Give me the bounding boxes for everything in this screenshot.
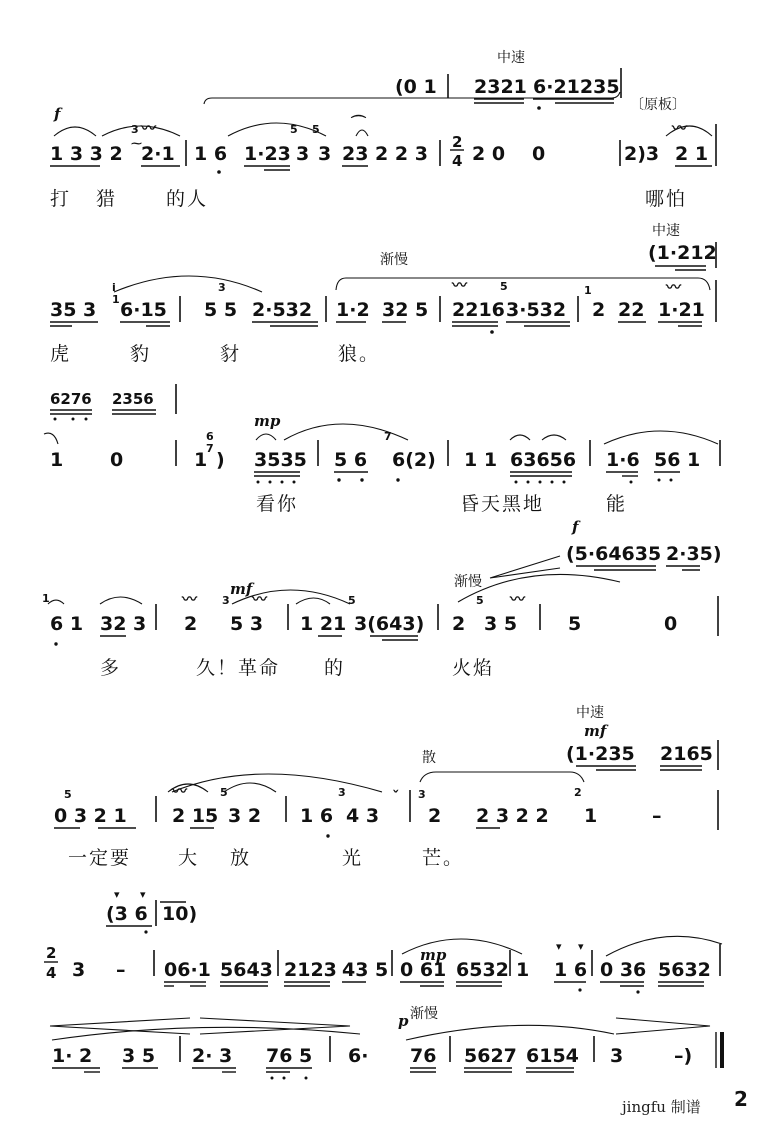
svg-text:(1·212: (1·212 xyxy=(648,242,717,264)
svg-text:–): –) xyxy=(674,1045,693,1067)
svg-text:1·23: 1·23 xyxy=(244,143,291,165)
svg-text:3 5: 3 5 xyxy=(122,1045,156,1067)
svg-text:3: 3 xyxy=(418,788,426,801)
tempo-mark: 渐慢 xyxy=(380,252,408,268)
svg-text:▾: ▾ xyxy=(556,940,562,953)
svg-text:1· 2: 1· 2 xyxy=(52,1045,93,1067)
svg-text:–: – xyxy=(116,959,126,981)
svg-text:1: 1 xyxy=(516,959,530,981)
svg-text:10): 10) xyxy=(162,903,198,925)
svg-text:3: 3 xyxy=(318,143,332,165)
svg-text:芒。: 芒。 xyxy=(422,847,465,869)
svg-text:2· 3: 2· 3 xyxy=(192,1045,233,1067)
svg-text:2321: 2321 xyxy=(474,76,527,98)
notes xyxy=(50,430,720,484)
tempo-mark: 中速 xyxy=(576,705,604,721)
svg-text:狼。: 狼。 xyxy=(338,343,381,365)
svg-text:–: – xyxy=(652,805,662,827)
tempo-mark: 渐慢 xyxy=(454,574,482,590)
svg-text:⌒: ⌒ xyxy=(351,114,367,132)
svg-text:0: 0 xyxy=(110,449,124,471)
svg-text:2 0: 2 0 xyxy=(472,143,506,165)
score-line-1 xyxy=(50,49,716,210)
svg-text:5 6: 5 6 xyxy=(334,449,368,471)
svg-text:): ) xyxy=(216,449,225,471)
svg-text:一定要: 一定要 xyxy=(68,847,132,869)
svg-text:0: 0 xyxy=(532,143,546,165)
svg-text:3(643): 3(643) xyxy=(354,613,425,635)
svg-text:〰: 〰 xyxy=(452,276,468,294)
intro-fragment xyxy=(648,242,717,270)
svg-text:2: 2 xyxy=(184,613,198,635)
time-sig-top: 2 xyxy=(452,133,463,151)
svg-text:3: 3 xyxy=(222,594,230,607)
svg-text:76: 76 xyxy=(410,1045,437,1067)
svg-text:2 3 2 2: 2 3 2 2 xyxy=(476,805,549,827)
score-line-6 xyxy=(44,888,722,994)
svg-text:1 6: 1 6 xyxy=(194,143,228,165)
lyrics xyxy=(100,657,494,679)
svg-text:3: 3 xyxy=(218,281,226,294)
svg-text:1·2: 1·2 xyxy=(336,299,370,321)
svg-text:⁓: ⁓ xyxy=(131,137,142,150)
lyrics xyxy=(68,846,464,869)
svg-text:虎: 虎 xyxy=(50,343,72,365)
svg-text:〰: 〰 xyxy=(666,278,682,296)
svg-text:3: 3 xyxy=(296,143,310,165)
svg-text:2216: 2216 xyxy=(452,299,505,321)
notes xyxy=(52,1032,722,1080)
score-line-2 xyxy=(50,222,717,365)
svg-text:2·1: 2·1 xyxy=(141,143,175,165)
svg-text:火焰: 火焰 xyxy=(452,657,495,679)
tempo-mark: 渐慢 xyxy=(410,1006,438,1022)
svg-text:6154: 6154 xyxy=(526,1045,579,1067)
svg-text:〰: 〰 xyxy=(141,119,157,137)
free-rhythm-mark: 散 xyxy=(422,750,436,766)
score-line-7 xyxy=(50,1005,722,1080)
lyrics xyxy=(50,343,380,365)
svg-text:5: 5 xyxy=(312,123,320,136)
score-line-5 xyxy=(54,704,718,869)
svg-text:(0 1: (0 1 xyxy=(395,76,437,98)
svg-text:32 5: 32 5 xyxy=(382,299,429,321)
svg-text:23 2 2 3: 23 2 2 3 xyxy=(342,143,428,165)
svg-text:(5·64635: (5·64635 xyxy=(566,543,662,565)
svg-text:3: 3 xyxy=(610,1045,624,1067)
svg-text:3 2: 3 2 xyxy=(228,805,262,827)
svg-text:6276: 6276 xyxy=(50,390,92,408)
svg-text:3: 3 xyxy=(131,123,139,136)
svg-text:76 5: 76 5 xyxy=(266,1045,313,1067)
meter-mark: 〔原板〕 xyxy=(630,97,686,113)
svg-text:〰: 〰 xyxy=(510,590,526,608)
score-line-4 xyxy=(42,518,722,679)
lyrics xyxy=(256,493,627,515)
svg-text:6(2): 6(2) xyxy=(392,449,436,471)
dynamic-mark: mp xyxy=(420,946,447,964)
svg-text:1: 1 xyxy=(194,449,208,471)
tempo-mark: 中速 xyxy=(497,50,525,66)
svg-text:昏天黑地: 昏天黑地 xyxy=(460,493,545,515)
svg-text:56 1: 56 1 xyxy=(654,449,701,471)
svg-text:5: 5 xyxy=(568,613,582,635)
svg-text:久！革命: 久！革命 xyxy=(196,657,281,679)
svg-text:35 3: 35 3 xyxy=(50,299,97,321)
dynamic-mark: mp xyxy=(254,412,281,430)
svg-text:1 1: 1 1 xyxy=(464,449,498,471)
svg-text:5 3: 5 3 xyxy=(230,613,264,635)
time-sig-bottom: 4 xyxy=(46,964,57,982)
svg-text:1: 1 xyxy=(50,449,64,471)
svg-text:6·21235: 6·21235 xyxy=(533,76,620,98)
intro-fragment xyxy=(566,740,718,770)
svg-text:5632: 5632 xyxy=(658,959,711,981)
notes xyxy=(54,782,718,838)
score-line-3 xyxy=(44,384,720,515)
svg-text:哪怕: 哪怕 xyxy=(645,188,688,210)
time-sig-bottom: 4 xyxy=(452,152,463,170)
svg-text:1 21: 1 21 xyxy=(300,613,347,635)
notes xyxy=(50,114,716,174)
dynamic-mark: mf xyxy=(584,722,607,740)
svg-text:5643: 5643 xyxy=(220,959,273,981)
svg-text:63656: 63656 xyxy=(510,449,577,471)
dynamic-mark: p xyxy=(398,1012,409,1030)
svg-text:的: 的 xyxy=(324,657,346,679)
svg-text:1 6: 1 6 xyxy=(300,805,334,827)
svg-text:2)3: 2)3 xyxy=(624,143,660,165)
svg-text:7: 7 xyxy=(384,430,392,443)
dynamic-mark: mf xyxy=(230,580,253,598)
svg-text:2: 2 xyxy=(592,299,606,321)
svg-text:2: 2 xyxy=(574,786,582,799)
svg-text:▾: ▾ xyxy=(140,888,146,901)
svg-text:0 3 2 1: 0 3 2 1 xyxy=(54,805,127,827)
svg-text:3: 3 xyxy=(72,959,86,981)
svg-text:43 5: 43 5 xyxy=(342,959,389,981)
svg-text:5: 5 xyxy=(476,594,484,607)
time-sig-top: 2 xyxy=(46,944,57,962)
svg-text:2: 2 xyxy=(452,613,466,635)
svg-text:2 1: 2 1 xyxy=(675,143,709,165)
svg-text:多: 多 xyxy=(100,657,122,679)
svg-text:2·35): 2·35) xyxy=(666,543,722,565)
svg-text:的人: 的人 xyxy=(166,188,209,210)
svg-text:▾: ▾ xyxy=(114,888,120,901)
transcriber-credit: jingfu 制谱 xyxy=(622,1098,701,1116)
lyrics xyxy=(50,188,687,210)
svg-text:3·532: 3·532 xyxy=(506,299,567,321)
svg-text:猎: 猎 xyxy=(96,188,118,210)
dynamic-mark: f xyxy=(54,105,61,123)
svg-text:1·21: 1·21 xyxy=(658,299,705,321)
svg-text:能: 能 xyxy=(606,493,628,515)
svg-text:3535: 3535 xyxy=(254,449,307,471)
tempo-mark: 中速 xyxy=(652,223,680,239)
svg-text:i: i xyxy=(112,281,116,294)
svg-text:〰: 〰 xyxy=(182,590,198,608)
svg-text:大: 大 xyxy=(178,847,200,869)
svg-text:1·6: 1·6 xyxy=(606,449,640,471)
svg-text:1: 1 xyxy=(584,805,598,827)
svg-text:6: 6 xyxy=(206,430,214,443)
svg-text:5: 5 xyxy=(64,788,72,801)
svg-text:32 3: 32 3 xyxy=(100,613,147,635)
dynamic-mark: f xyxy=(572,518,579,536)
svg-text:豺: 豺 xyxy=(220,343,242,365)
svg-text:1 6: 1 6 xyxy=(554,959,588,981)
svg-text:〰: 〰 xyxy=(672,119,688,137)
svg-text:6 1: 6 1 xyxy=(50,613,84,635)
svg-text:1 3 3 2: 1 3 3 2 xyxy=(50,143,123,165)
intro-fragment xyxy=(50,384,176,421)
svg-text:5: 5 xyxy=(348,594,356,607)
svg-text:1: 1 xyxy=(584,284,592,297)
svg-text:放: 放 xyxy=(230,847,252,869)
svg-text:▾: ▾ xyxy=(578,940,584,953)
intro-fragment xyxy=(566,543,722,570)
svg-text:2123: 2123 xyxy=(284,959,337,981)
svg-text:3 5: 3 5 xyxy=(484,613,518,635)
svg-text:06·1: 06·1 xyxy=(164,959,211,981)
svg-text:6·: 6· xyxy=(348,1045,369,1067)
svg-text:1: 1 xyxy=(112,293,120,306)
svg-text:5: 5 xyxy=(220,786,228,799)
svg-text:豹: 豹 xyxy=(130,343,152,365)
svg-text:2 15: 2 15 xyxy=(172,805,219,827)
notes xyxy=(44,940,720,994)
svg-text:〰: 〰 xyxy=(172,782,188,800)
svg-text:2·532: 2·532 xyxy=(252,299,313,321)
svg-text:3: 3 xyxy=(338,786,346,799)
svg-text:5 5: 5 5 xyxy=(204,299,238,321)
svg-text:6532: 6532 xyxy=(456,959,509,981)
svg-text:0 36: 0 36 xyxy=(600,959,647,981)
svg-text:2: 2 xyxy=(428,805,442,827)
svg-text:0: 0 xyxy=(664,613,678,635)
page-number: 2 xyxy=(734,1087,748,1111)
svg-text:5627: 5627 xyxy=(464,1045,517,1067)
intro-fragment xyxy=(395,68,621,110)
svg-text:2356: 2356 xyxy=(112,390,154,408)
svg-text:5: 5 xyxy=(500,280,508,293)
svg-text:6·15: 6·15 xyxy=(120,299,167,321)
svg-text:2165: 2165 xyxy=(660,743,713,765)
svg-text:(3 6: (3 6 xyxy=(106,903,148,925)
svg-text:打: 打 xyxy=(50,188,72,210)
svg-text:22: 22 xyxy=(618,299,645,321)
notes xyxy=(50,276,716,334)
svg-text:〰: 〰 xyxy=(252,590,268,608)
svg-text:(1·235: (1·235 xyxy=(566,743,635,765)
svg-text:1: 1 xyxy=(42,592,50,605)
svg-text:7: 7 xyxy=(206,442,214,455)
notes xyxy=(42,590,718,646)
svg-text:看你: 看你 xyxy=(256,493,299,515)
svg-text:5: 5 xyxy=(290,123,298,136)
svg-text:0 61: 0 61 xyxy=(400,959,447,981)
intro-fragment xyxy=(106,888,197,934)
svg-text:ˇ: ˇ xyxy=(392,788,400,806)
svg-text:光: 光 xyxy=(342,847,364,869)
svg-text:4 3: 4 3 xyxy=(346,805,380,827)
